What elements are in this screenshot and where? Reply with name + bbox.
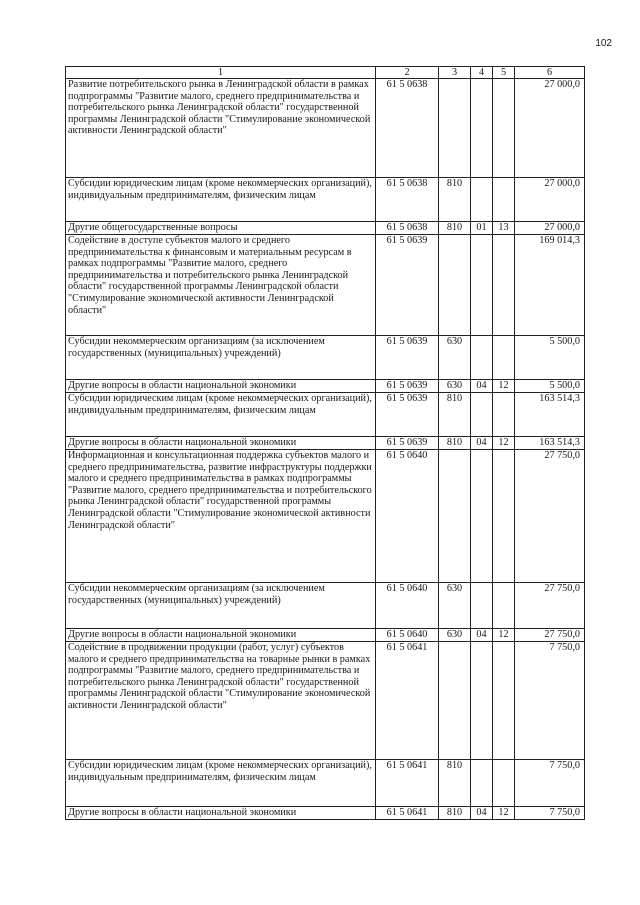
row-expense-type [439, 642, 471, 760]
row-name: Другие вопросы в области национальной экономики [66, 437, 376, 450]
row-expense-type [439, 79, 471, 178]
row-name: Субсидии юридическим лицам (кроме некоммерческих организаций), индивидуальным предпринимателям, физическим лицам [66, 178, 376, 222]
row-expense-type: 810 [439, 760, 471, 807]
row-sum: 7 750,0 [515, 807, 585, 820]
row-subsection [493, 79, 515, 178]
row-expense-type: 810 [439, 222, 471, 235]
row-name: Другие вопросы в области национальной экономики [66, 629, 376, 642]
table-header-row [66, 67, 585, 79]
row-sum: 5 500,0 [515, 336, 585, 380]
row-subsection: 12 [493, 807, 515, 820]
table-row [66, 79, 585, 178]
row-expense-type: 810 [439, 437, 471, 450]
header-col-2: 2 [376, 67, 439, 79]
row-sum: 27 750,0 [515, 450, 585, 583]
row-name: Информационная и консультационная поддержка субъектов малого и среднего предпринимательства, развитие инфраструктуры поддержки малого и среднего предпринимательства в рамках подпрограммы "Развитие малого, среднего предпринимательства и потребительского рынка Ленинградской области" государственной программы Ленинградской области "Стимулирование экономической активности Ленинградской области" [66, 450, 376, 583]
row-expense-type [439, 450, 471, 583]
header-col-3: 3 [439, 67, 471, 79]
row-subsection [493, 393, 515, 437]
row-expense-type: 810 [439, 393, 471, 437]
row-section [471, 393, 493, 437]
row-code: 61 5 0638 [376, 79, 439, 178]
row-subsection: 12 [493, 629, 515, 642]
row-sum: 27 000,0 [515, 178, 585, 222]
table-row [66, 450, 585, 583]
row-name: Развитие потребительского рынка в Ленинградской области в рамках подпрограммы "Развитие малого, среднего предпринимательства и потребительского рынка Ленинградской области" государственной программы Ленинградской области "Стимулирование экономической активности Ленинградской области" [66, 79, 376, 178]
row-section: 04 [471, 437, 493, 450]
row-section [471, 760, 493, 807]
row-expense-type: 810 [439, 807, 471, 820]
row-name: Субсидии некоммерческим организациям (за исключением государственных (муниципальных) учреждений) [66, 336, 376, 380]
row-name: Субсидии юридическим лицам (кроме некоммерческих организаций), индивидуальным предпринимателям, физическим лицам [66, 393, 376, 437]
row-sum: 7 750,0 [515, 642, 585, 760]
row-expense-type: 630 [439, 380, 471, 393]
row-sum: 27 750,0 [515, 583, 585, 629]
row-code: 61 5 0639 [376, 336, 439, 380]
row-name: Содействие в продвижении продукции (работ, услуг) субъектов малого и среднего предпринимательства на товарные рынки в рамках подпрограммы "Развитие малого, среднего предпринимательства и потребительского рынка Ленинградской области" государственной программы Ленинградской области "Стимулирование экономической активности Ленинградской области" [66, 642, 376, 760]
row-sum: 7 750,0 [515, 760, 585, 807]
row-code: 61 5 0638 [376, 222, 439, 235]
page-number: 102 [595, 38, 612, 49]
row-name: Другие общегосударственные вопросы [66, 222, 376, 235]
row-code: 61 5 0641 [376, 760, 439, 807]
table-row [66, 222, 585, 235]
row-code: 61 5 0639 [376, 235, 439, 336]
row-sum: 5 500,0 [515, 380, 585, 393]
row-name: Другие вопросы в области национальной экономики [66, 807, 376, 820]
row-code: 61 5 0641 [376, 807, 439, 820]
row-expense-type: 630 [439, 629, 471, 642]
row-subsection: 12 [493, 380, 515, 393]
row-subsection: 12 [493, 437, 515, 450]
row-code: 61 5 0639 [376, 393, 439, 437]
row-sum: 27 000,0 [515, 222, 585, 235]
row-name: Субсидии юридическим лицам (кроме некоммерческих организаций), индивидуальным предпринимателям, физическим лицам [66, 760, 376, 807]
row-code: 61 5 0641 [376, 642, 439, 760]
row-sum: 27 750,0 [515, 629, 585, 642]
row-sum: 169 014,3 [515, 235, 585, 336]
header-col-4: 4 [471, 67, 493, 79]
row-sum: 163 514,3 [515, 437, 585, 450]
row-subsection: 13 [493, 222, 515, 235]
header-col-5: 5 [493, 67, 515, 79]
table-row [66, 583, 585, 629]
row-subsection [493, 178, 515, 222]
row-code: 61 5 0640 [376, 450, 439, 583]
row-section [471, 642, 493, 760]
row-section: 04 [471, 380, 493, 393]
row-section [471, 450, 493, 583]
row-section [471, 336, 493, 380]
row-expense-type: 630 [439, 583, 471, 629]
table-row [66, 642, 585, 760]
table-row [66, 760, 585, 807]
row-name: Субсидии некоммерческим организациям (за исключением государственных (муниципальных) учреждений) [66, 583, 376, 629]
row-section [471, 79, 493, 178]
row-section [471, 235, 493, 336]
row-subsection [493, 760, 515, 807]
row-section [471, 178, 493, 222]
row-section: 04 [471, 807, 493, 820]
table-row [66, 437, 585, 450]
row-subsection [493, 235, 515, 336]
table-row [66, 336, 585, 380]
table-row [66, 380, 585, 393]
table-row [66, 807, 585, 820]
budget-table [65, 66, 585, 820]
row-subsection [493, 642, 515, 760]
row-subsection [493, 450, 515, 583]
row-name: Содействие в доступе субъектов малого и среднего предпринимательства к финансовым и материальным ресурсам в рамках подпрограммы "Развитие малого, среднего предпринимательства и потребительского рынка Ленинградской области" государственной программы Ленинградской области "Стимулирование экономической активности Ленинградской области" [66, 235, 376, 336]
row-section [471, 583, 493, 629]
row-section: 01 [471, 222, 493, 235]
row-expense-type: 810 [439, 178, 471, 222]
row-code: 61 5 0639 [376, 380, 439, 393]
row-sum: 163 514,3 [515, 393, 585, 437]
row-subsection [493, 336, 515, 380]
row-code: 61 5 0640 [376, 629, 439, 642]
header-col-1: 1 [66, 67, 376, 79]
row-expense-type: 630 [439, 336, 471, 380]
row-code: 61 5 0639 [376, 437, 439, 450]
table-row [66, 235, 585, 336]
row-name: Другие вопросы в области национальной экономики [66, 380, 376, 393]
table-row [66, 178, 585, 222]
row-subsection [493, 583, 515, 629]
table-row [66, 629, 585, 642]
table-row [66, 393, 585, 437]
row-section: 04 [471, 629, 493, 642]
row-code: 61 5 0640 [376, 583, 439, 629]
row-sum: 27 000,0 [515, 79, 585, 178]
header-col-6: 6 [515, 67, 585, 79]
row-code: 61 5 0638 [376, 178, 439, 222]
row-expense-type [439, 235, 471, 336]
